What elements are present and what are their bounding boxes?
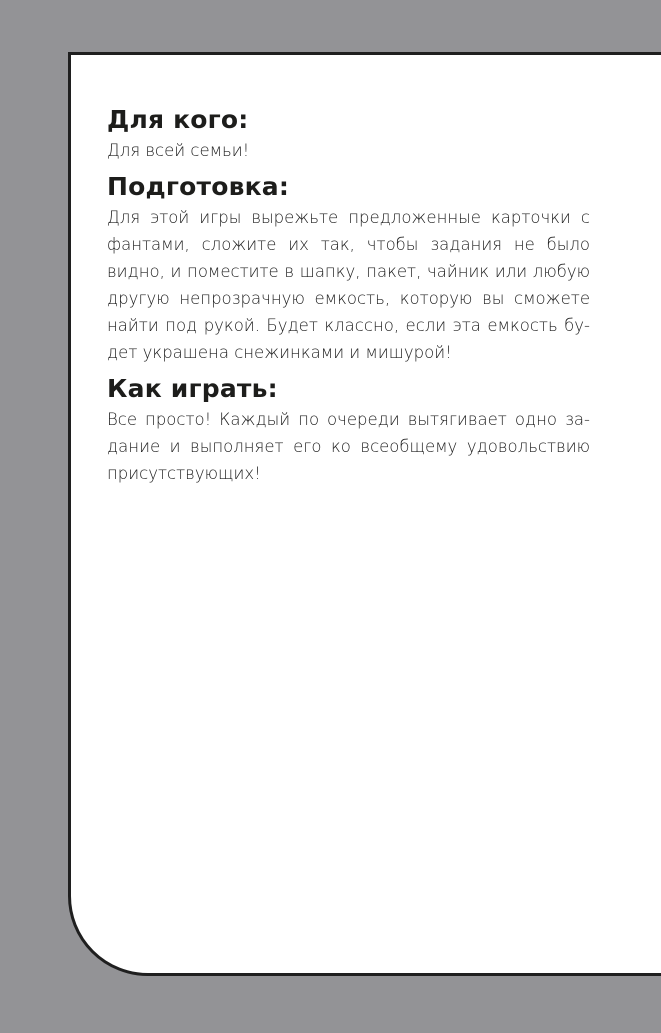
section-heading: Для кого: <box>107 105 249 134</box>
page-card <box>68 52 661 976</box>
section-text: Для этой игры вырежьте предложенные карточки с фантами, сложите их так, чтобы задания не было видно, и поместите в шапку, пакет, чайник или любую другую непрозрачную емкость, которую вы сможете найти под рукой. Будет классно, если эта емкость будет украшена снежинками и мишурой! <box>107 208 590 362</box>
section-preparation <box>107 170 590 366</box>
section-heading: Как играть: <box>107 374 278 403</box>
section-text: Все просто! Каждый по очереди вытягивает одно задание и выполняет его ко всеобщему удовольствию присутствующих! <box>107 410 590 483</box>
section-how-to-play <box>107 372 590 487</box>
section-for-whom <box>107 103 590 164</box>
section-text: Для всей семьи! <box>107 141 250 160</box>
section-heading: Подготовка: <box>107 172 290 201</box>
page-content <box>107 103 590 493</box>
